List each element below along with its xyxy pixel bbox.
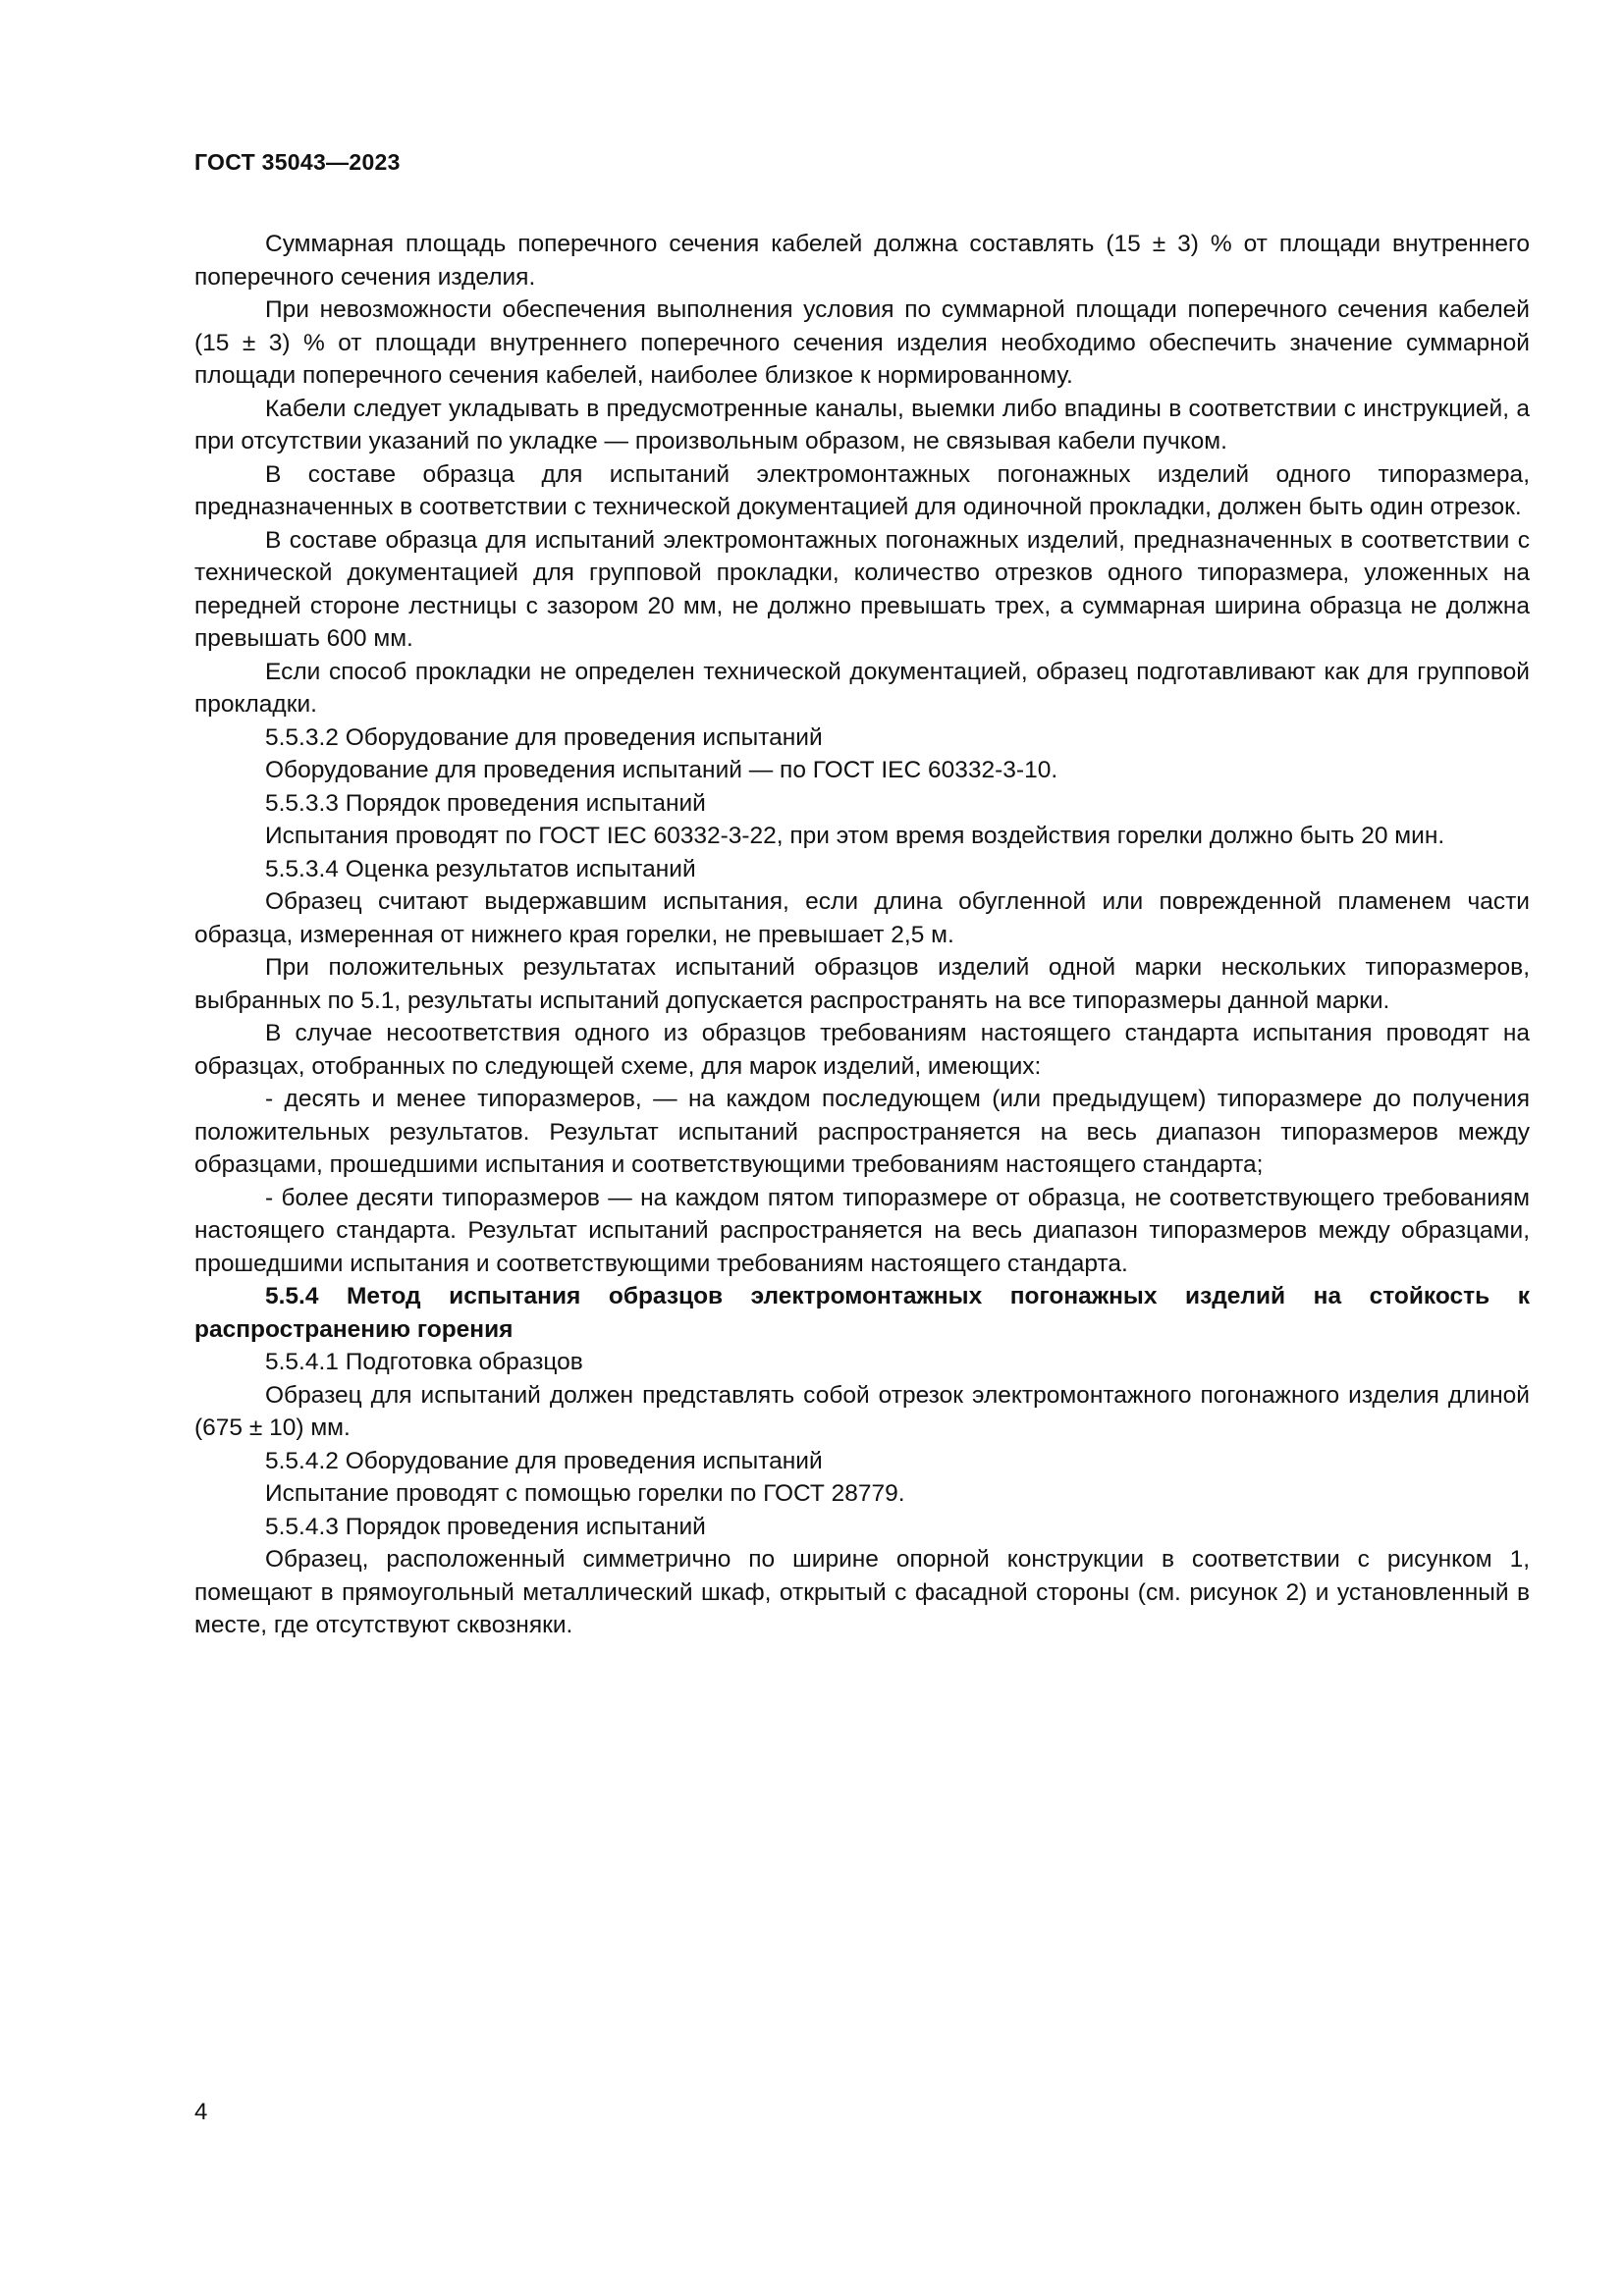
list-item: - более десяти типоразмеров — на каждом пятом типоразмере от образца, не соответствующего требованиям настоящего стандарта. Результат испытаний распространяется на весь диапазон типоразмеров между образцами, прошедшими испытания и соответствующими требованиям настоящего стандарта. (194, 1184, 1530, 1277)
page-number: 4 (194, 2099, 208, 2125)
paragraph: Оборудование для проведения испытаний — по ГОСТ IEC 60332-3-10. (265, 757, 1058, 783)
paragraph: Если способ прокладки не определен технической документацией, образец подготавливают как для групповой прокладки. (194, 658, 1530, 718)
section-heading: 5.5.4 Метод испытания образцов электромонтажных погонажных изделий на стойкость к распространению горения (194, 1283, 1530, 1343)
paragraph: Кабели следует укладывать в предусмотренные каналы, выемки либо впадины в соответствии с инструкцией, а при отсутствии указаний по укладке — произвольным образом, не связывая кабели пучком. (194, 395, 1530, 454)
paragraph: Испытание проводят с помощью горелки по ГОСТ 28779. (265, 1480, 905, 1507)
paragraph: Испытания проводят по ГОСТ IEC 60332-3-22, при этом время воздействия горелки должно быть 20 мин. (265, 823, 1445, 849)
subsection-title: 5.5.4.2 Оборудование для проведения испытаний (265, 1447, 823, 1474)
paragraph: При невозможности обеспечения выполнения условия по суммарной площади поперечного сечения кабелей (15 ± 3) % от площади внутреннего поперечного сечения изделия необходимо обеспечить значение суммарной площади поперечного сечения кабелей, наиболее близкое к нормированному. (194, 296, 1530, 389)
paragraph: Суммарная площадь поперечного сечения кабелей должна составлять (15 ± 3) % от площади внутреннего поперечного сечения изделия. (194, 231, 1530, 291)
paragraph: В составе образца для испытаний электромонтажных погонажных изделий одного типоразмера, предназначенных в соответствии с технической документацией для одиночной прокладки, должен быть один отрезок. (194, 460, 1530, 520)
paragraph: В составе образца для испытаний электромонтажных погонажных изделий, предназначенных в соответствии с технической документацией для групповой прокладки, количество отрезков одного типоразмера, уложенных на передней стороне лестницы с зазором 20 мм, не должно превышать трех, а суммарная ширина образца не должна превышать 600 мм. (194, 526, 1530, 652)
subsection-title: 5.5.4.1 Подготовка образцов (265, 1349, 583, 1375)
subsection-title: 5.5.4.3 Порядок проведения испытаний (265, 1513, 706, 1540)
paragraph: Образец для испытаний должен представлять собой отрезок электромонтажного погонажного изделия длиной (675 ± 10) мм. (194, 1381, 1530, 1441)
paragraph: Образец, расположенный симметрично по ширине опорной конструкции в соответствии с рисунком 1, помещают в прямоугольный металлический шкаф, открытый с фасадной стороны (см. рисунок 2) и установленный в месте, где отсутствуют сквозняки. (194, 1546, 1530, 1638)
paragraph: Образец считают выдержавшим испытания, если длина обугленной или поврежденной пламенем части образца, измеренная от нижнего края горелки, не превышает 2,5 м. (194, 888, 1530, 948)
list-item: - десять и менее типоразмеров, — на каждом последующем (или предыдущем) типоразмере до получения положительных результатов. Результат испытаний распространяется на весь диапазон типоразмеров между образцами, прошедшими испытания и соответствующими требованиям настоящего стандарта; (194, 1086, 1530, 1178)
subsection-title: 5.5.3.4 Оценка результатов испытаний (265, 855, 696, 882)
subsection-title: 5.5.3.2 Оборудование для проведения испытаний (265, 723, 823, 751)
paragraph: При положительных результатах испытаний образцов изделий одной марки нескольких типоразмеров, выбранных по 5.1, результаты испытаний допускается распространять на все типоразмеры данной марки. (194, 954, 1530, 1014)
paragraph: В случае несоответствия одного из образцов требованиям настоящего стандарта испытания проводят на образцах, отобранных по следующей схеме, для марок изделий, имеющих: (194, 1020, 1530, 1080)
document-header: ГОСТ 35043—2023 (194, 149, 401, 175)
document-body (194, 228, 1530, 1642)
subsection-title: 5.5.3.3 Порядок проведения испытаний (265, 789, 706, 817)
